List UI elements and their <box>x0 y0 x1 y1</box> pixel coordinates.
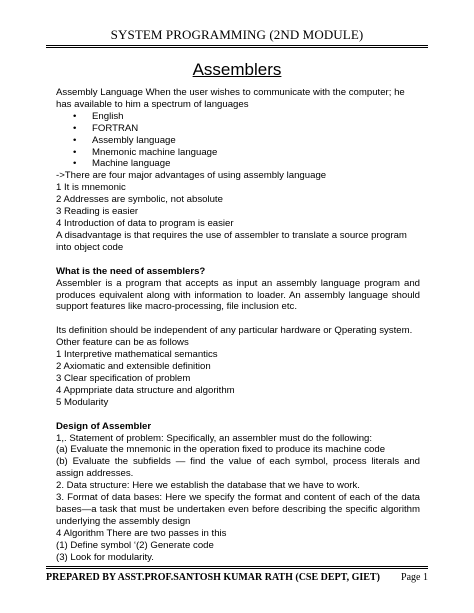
list-item: • Mnemonic machine language <box>73 146 218 158</box>
advantages-intro: ->There are four major advantages of using assembly language <box>56 170 327 182</box>
design-step: 3. Format of data bases: Here we specify the format and content of each of the data bases—a task that must be undertaken even before describing the specific algorithm underlying the assembly design <box>56 492 420 527</box>
bullet-icon: • <box>73 122 77 134</box>
languages-list <box>56 111 420 171</box>
definition-paragraph: Its definition should be independent of any particular hardware or Qperating system. <box>56 325 413 337</box>
feature-item: 3 Clear specification of problem <box>56 372 191 384</box>
design-step: (b) Evaluate the subfields — find the value of each symbol, process literals and assign addresses. <box>56 456 420 480</box>
list-item: • Machine language <box>73 158 171 170</box>
list-item: • FORTRAN <box>73 122 139 134</box>
bullet-icon: • <box>73 134 77 146</box>
header-rule-double <box>46 47 428 48</box>
design-step: (a) Evaluate the mnemonic in the operation fixed to produce its machine code <box>56 444 386 456</box>
design-step: (1) Define symbol ‘(2) Generate code <box>56 539 214 551</box>
design-step: 1,. Statement of problem: Specifically, an assembler must do the following: <box>56 432 373 444</box>
footer-rule-double <box>46 568 428 569</box>
document-body <box>56 87 420 564</box>
bullet-icon: • <box>73 146 77 158</box>
advantage-item: 3 Reading is easier <box>56 206 139 218</box>
advantage-item: 1 It is mnemonic <box>56 182 126 194</box>
advantage-item: 4 Introduction of data to program is easier <box>56 217 234 229</box>
feature-item: 1 Interpretive mathematical semantics <box>56 349 218 361</box>
footer-author: PREPARED BY ASST.PROF.SANTOSH KUMAR RATH (CSE DEPT, GIET) <box>46 572 380 583</box>
advantage-item: 2 Addresses are symbolic, not absolute <box>56 194 223 206</box>
header-rule <box>46 45 428 46</box>
features-intro: Other feature can be as follows <box>56 337 189 349</box>
disadvantage-paragraph: A disadvantage is that requires the use of assembler to translate a source program into object code <box>56 229 407 253</box>
list-item: • Assembly language <box>73 134 176 146</box>
running-header: SYSTEM PROGRAMMING (2ND MODULE) <box>110 27 364 42</box>
list-item: • English <box>73 110 124 122</box>
design-step: 4 Algorithm There are two passes in this <box>56 527 227 539</box>
bullet-icon: • <box>73 158 77 170</box>
design-step: (3) Look for modularity. <box>56 551 154 563</box>
need-paragraph: Assembler is a program that accepts as input an assembly language program and produces equivalent along with information to loader. An assembly language should support features like macro-processing, file inclusion etc. <box>56 277 420 313</box>
feature-item: 4 Appmpriate data structure and algorithm <box>56 384 235 396</box>
intro-paragraph: Assembly Language When the user wishes to communicate with the computer; he has available to him a spectrum of languages <box>56 87 405 110</box>
feature-item: 5 Modularity <box>56 396 109 408</box>
page-number: Page 1 <box>401 572 428 583</box>
footer-rule <box>46 566 428 567</box>
need-heading: What is the need of assemblers? <box>56 265 206 277</box>
feature-item: 2 Axiomatic and extensible definition <box>56 361 211 373</box>
design-step: 2. Data structure: Here we establish the database that we have to work. <box>56 480 360 492</box>
page-title: Assemblers <box>192 60 282 79</box>
bullet-icon: • <box>73 110 77 122</box>
design-heading: Design of Assembler <box>56 420 152 432</box>
